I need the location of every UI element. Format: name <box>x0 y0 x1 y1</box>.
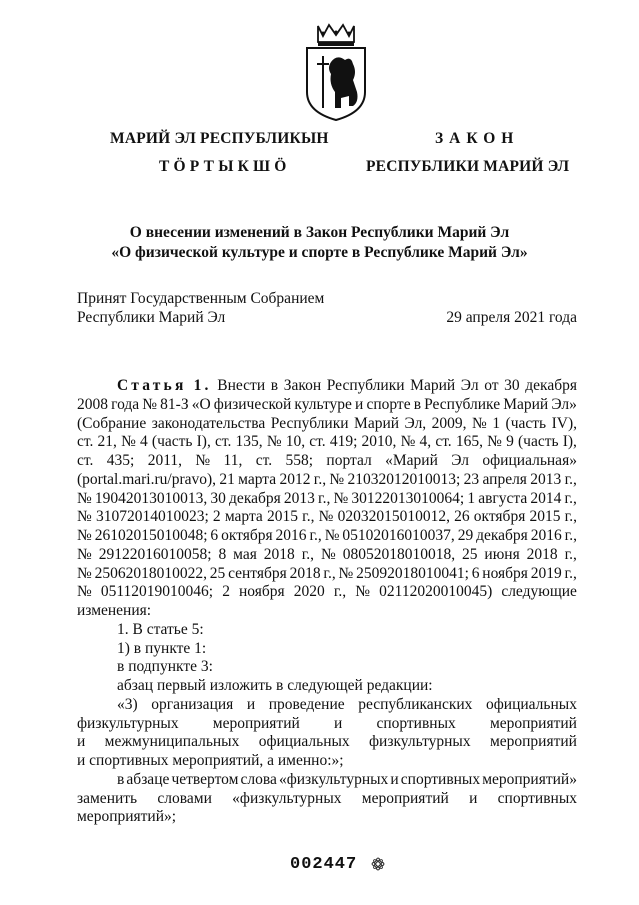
article-line: заменить словами «физкультурных мероприятий и спортивных <box>77 789 577 807</box>
article-line: ст. 435; 2011, № 11, ст. 558; портал «Марий Эл официальная» <box>77 452 577 469</box>
serial-number: 002447 <box>290 855 358 874</box>
article-line: (Собрание законодательства Республики Марий Эл, 2009, № 1 (часть IV), <box>77 414 577 432</box>
article-label: Статья 1. <box>117 377 212 394</box>
article-line: 1. В статье 5: <box>117 620 204 638</box>
article-line: и спортивных мероприятий, а именно:»; <box>77 752 344 769</box>
article-line: мероприятий»; <box>77 808 177 826</box>
law-title-line2: «О физической культуре и спорте в Республике Марий Эл» <box>111 244 528 261</box>
article-line: Статья 1. Внести в Закон Республики Марий Эл от 30 декабря <box>117 377 577 394</box>
header-left-line2: ТӦРТЫКШӦ <box>159 158 291 175</box>
article-line: абзац первый изложить в следующей редакции: <box>117 677 433 694</box>
article-line: № 26102015010048; 6 октября 2016 г., № 05102016010037, 29 декабря 2016 г., <box>77 527 577 544</box>
adoption-date: 29 апреля 2021 года <box>446 309 577 326</box>
article-line: № 19042013010013, 30 декабря 2013 г., № 30122013010064; 1 августа 2014 г., <box>77 489 577 507</box>
article-line: ст. 21, № 4 (часть I), ст. 135, № 10, ст. 419; 2010, № 4, ст. 165, № 9 (часть I), <box>77 433 577 451</box>
coat-of-arms-mari-el-icon <box>301 22 371 122</box>
article-line: № 05112019010046; 2 ноября 2020 г., № 02112020010045) следующие <box>77 583 577 601</box>
article-line: (portal.mari.ru/pravo), 21 марта 2012 г., № 21032012010013; 23 апреля 2013 г., <box>77 470 577 488</box>
article-line: физкультурных мероприятий и спортивных мероприятий <box>77 714 577 732</box>
article-line: в абзаце четвертом слова «физкультурных и спортивных мероприятий» <box>117 770 577 788</box>
header-left-line1: МАРИЙ ЭЛ РЕСПУБЛИКЫН <box>110 130 329 147</box>
article-line: № 31072014010023; 2 марта 2015 г., № 02032015010012, 26 октября 2015 г., <box>77 508 577 526</box>
article-line: 1) в пункте 1: <box>117 639 207 657</box>
article-body <box>77 377 577 827</box>
article-line: в подпункте 3: <box>117 658 213 676</box>
article-line: № 25062018010022, 25 сентября 2018 г., № 25092018010041; 6 ноября 2019 г., <box>77 564 577 582</box>
ornament-flower-icon <box>371 857 385 871</box>
article-line: и межмуниципальных официальных физкультурных мероприятий <box>77 733 577 751</box>
header-right-line2: РЕСПУБЛИКИ МАРИЙ ЭЛ <box>366 158 570 175</box>
law-title-line1: О внесении изменений в Закон Республики Марий Эл <box>129 224 510 241</box>
article-line: «3) организация и проведение республиканских официальных <box>117 695 577 713</box>
header-right-line1: ЗАКОН <box>435 130 520 147</box>
article-line: 2008 года № 81-З «О физической культуре и спорте в Республике Марий Эл» <box>77 395 577 413</box>
article-line: изменения: <box>77 602 152 619</box>
adoption-line2: Республики Марий Эл <box>77 309 226 326</box>
adoption-line1: Принят Государственным Собранием <box>77 290 325 307</box>
article-line: № 29122016010058; 8 мая 2018 г., № 08052018010018, 25 июня 2018 г., <box>77 545 577 563</box>
